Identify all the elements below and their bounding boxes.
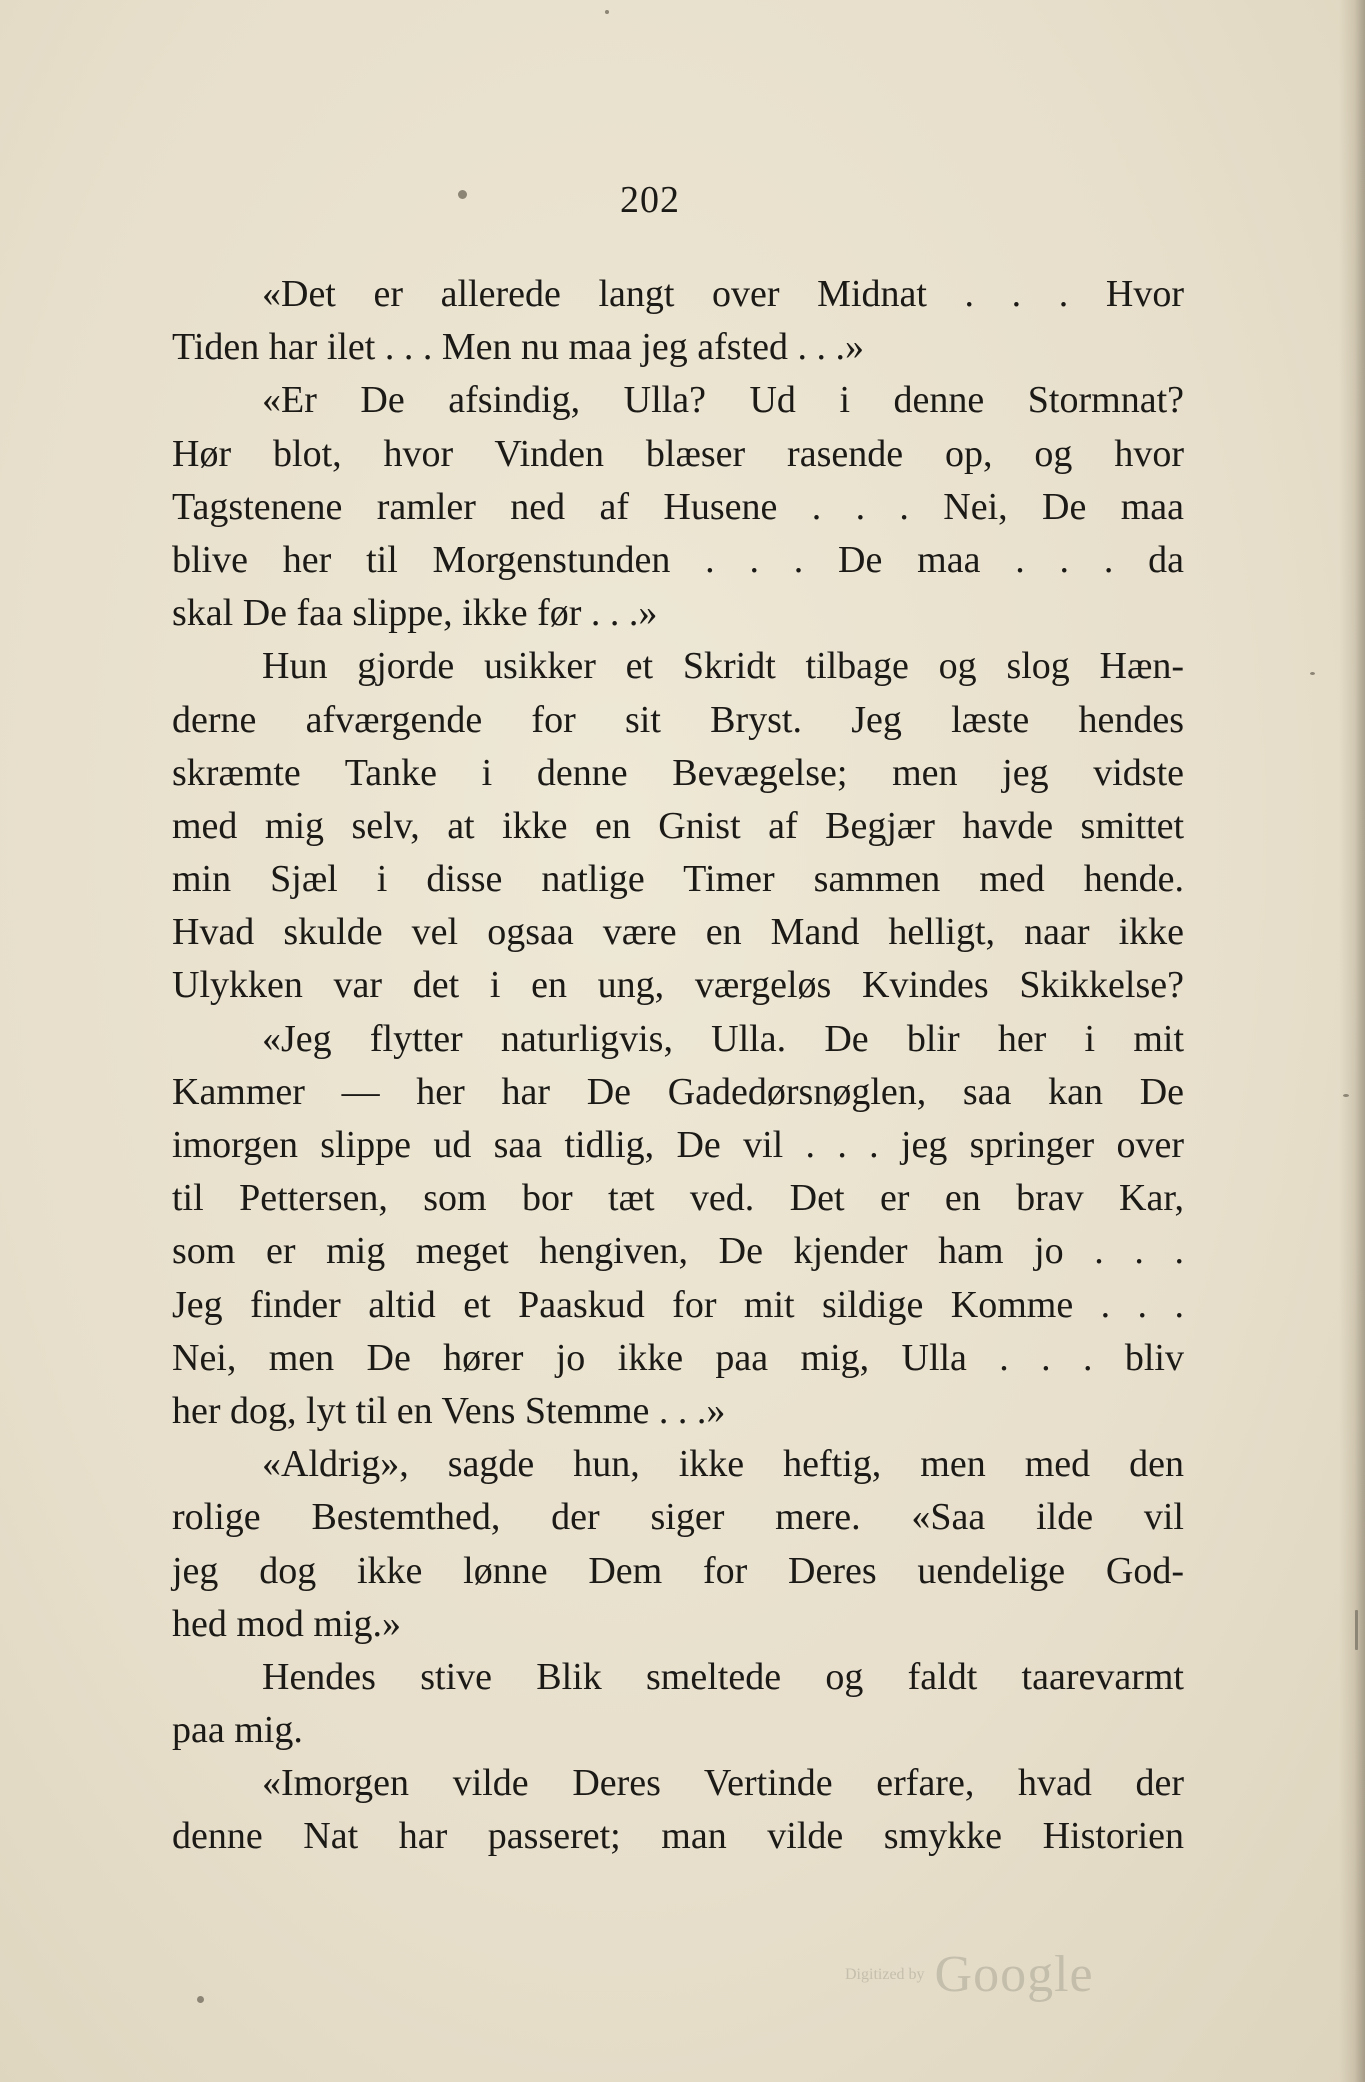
text-line: som er mig meget hengiven, De kjender ham jo . . . — [172, 1230, 1184, 1273]
text-line: Hun gjorde usikker et Skridt tilbage og slog Hæn- — [262, 645, 1184, 688]
body-text — [172, 268, 1184, 1864]
text-line: Nei, men De hører jo ikke paa mig, Ulla . . . bliv — [172, 1336, 1184, 1379]
paper-speck — [458, 190, 467, 199]
text-line: Jeg finder altid et Paaskud for mit sildige Komme . . . — [172, 1283, 1184, 1326]
text-line: hed mod mig.» — [172, 1602, 402, 1645]
text-line: imorgen slippe ud saa tidlig, De vil . . . jeg springer over — [172, 1124, 1184, 1166]
text-line: paa mig. — [172, 1709, 303, 1752]
text-line: her dog, lyt til en Vens Stemme . . .» — [172, 1389, 726, 1432]
text-line: rolige Bestemthed, der siger mere. «Saa ilde vil — [172, 1496, 1184, 1539]
text-line: jeg dog ikke lønne Dem for Deres uendelige God- — [172, 1549, 1184, 1592]
page-edge-shadow — [1339, 0, 1365, 2082]
text-line: «Aldrig», sagde hun, ikke heftig, men med den — [262, 1443, 1184, 1486]
paper-speck — [1355, 1610, 1358, 1650]
text-line: Kammer — her har De Gadedørsnøglen, saa kan De — [172, 1070, 1184, 1113]
paper-speck — [1343, 1094, 1349, 1097]
text-line: skræmte Tanke i denne Bevægelse; men jeg vidste — [172, 751, 1184, 794]
text-line: Ulykken var det i en ung, værgeløs Kvindes Skikkelse? — [172, 964, 1184, 1007]
text-line: «Det er allerede langt over Midnat . . . Hvor — [262, 273, 1184, 315]
page-number: 202 — [620, 179, 680, 221]
text-line: blive her til Morgenstunden . . . De maa . . . da — [172, 538, 1184, 581]
text-line: «Jeg flytter naturligvis, Ulla. De blir her i mit — [262, 1017, 1184, 1060]
text-line: min Sjæl i disse natlige Timer sammen med hende. — [172, 858, 1184, 901]
text-line: Hør blot, hvor Vinden blæser rasende op, og hvor — [172, 432, 1184, 475]
text-line: «Imorgen vilde Deres Vertinde erfare, hvad der — [262, 1762, 1184, 1805]
text-line: «Er De afsindig, Ulla? Ud i denne Stormnat? — [262, 379, 1184, 422]
text-line: Hvad skulde vel ogsaa være en Mand helligt, naar ikke — [172, 911, 1184, 954]
text-line: Tiden har ilet . . . Men nu maa jeg afsted . . .» — [172, 326, 864, 369]
text-line: Tagstenene ramler ned af Husene . . . Nei, De maa — [172, 485, 1184, 528]
watermark-small-text: Digitized by — [845, 1965, 925, 1983]
text-line: med mig selv, at ikke en Gnist af Begjær havde smittet — [172, 804, 1184, 847]
text-line: skal De faa slippe, ikke før . . .» — [172, 592, 658, 635]
text-line: til Pettersen, som bor tæt ved. Det er en brav Kar, — [172, 1177, 1184, 1220]
digitized-watermark — [845, 1945, 1125, 2004]
text-line: Hendes stive Blik smeltede og faldt taarevarmt — [262, 1655, 1184, 1698]
paper-speck — [197, 1996, 204, 2003]
text-line: denne Nat har passeret; man vilde smykke Historien — [172, 1815, 1184, 1858]
paper-speck — [605, 10, 609, 14]
paper-speck — [1310, 672, 1315, 675]
text-line: derne afværgende for sit Bryst. Jeg læste hendes — [172, 698, 1184, 741]
watermark-logo-text: Google — [934, 1946, 1094, 2003]
